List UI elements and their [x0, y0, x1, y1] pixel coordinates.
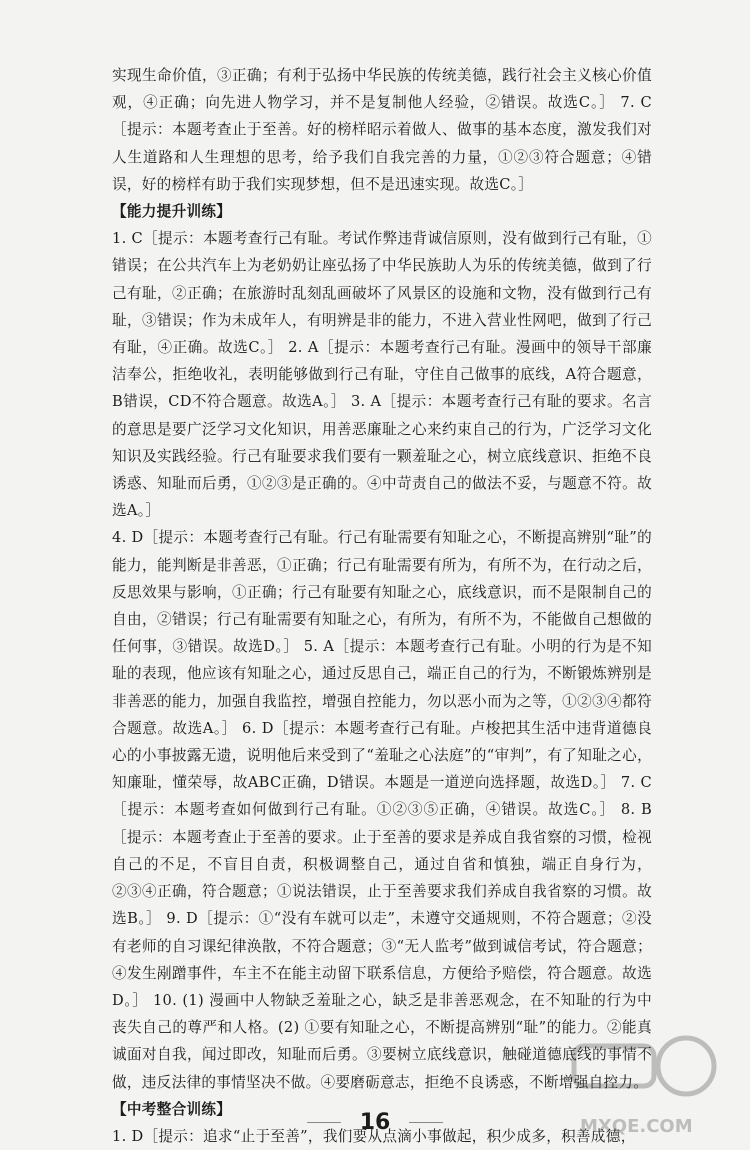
watermark-logo — [566, 1024, 726, 1142]
watermark-text: MXQE.COM — [580, 1116, 693, 1137]
answer-paragraph-exam-1: 1. D［提示：追求“止于至善”，我们要从点滴小事做起，积少成多，积善成德， — [112, 1127, 636, 1145]
footer-rule-left — [307, 1122, 341, 1123]
footer-rule-right — [409, 1122, 443, 1123]
answer-paragraph-ability-2: 4. D［提示：本题考查行己有耻。行己有耻需要有知耻之心，不断提高辨别“耻”的能力，能判断是非善恶，①正确；行己有耻需要有所为，有所不为，在行动之后，反思效果与影响，①正确；行己有耻要有知耻之心，底线意识，而不是限制自己的自由，②错误；行己有耻需要有知耻之心，有所为，有所不为，不能做自己想做的任何事，③错误。故选D。］ 5. A［提示：本题考查行己有耻。小明的行为是不知耻的表现，他应该有知耻之心，通过反思自己，端正自己的行为，不断锻炼辨别是非善恶的能力，加强自我监控，增强自控能力，勿以恶小而为之等，①②③④都符合题意。故选A。］ 6. D［提示：本题考查行己有耻。卢梭把其生活中违背道德良心的小事披露无遗，说明他后来受到了“羞耻之心法庭”的“审判”，有了知耻之心，知廉耻，懂荣辱，故ABC正确，D错误。本题是一道逆向选择题，故选D。］ 7. C［提示：本题考查如何做到行己有耻。①②③⑤正确，④错误。故选C。］ 8. B［提示：本题考查止于至善的要求。止于至善的要求是养成自我省察的习惯，检视自己的不足，不盲目自责，积极调整自己，通过自省和慎独，端正自身行为，②③④正确，符合题意；①说法错误，止于至善要求我们养成自我省察的习惯。故选B。］ 9. D［提示：①“没有车就可以走”，未遵守交通规则，不符合题意；②没有老师的自习课纪律涣散，不符合题意；③“无人监考”做到诚信考试，符合题意；④发生剐蹭事件，车主不在能主动留下联系信息，方便给予赔偿，符合题意。故选D。］ 10. (1) 漫画中人物缺乏羞耻之心，缺乏是非善恶观念，在不知耻的行为中丧失自己的尊严和人格。(2) ①要有知耻之心，不断提高辨别“耻”的能力。②能真诚面对自我，闻过即改，知耻而后勇。③要树立底线意识，触碰道德底线的事情不做，违反法律的事情坚决不做。④要磨砺意志，拒绝不良诱惑，不断增强自控力。 — [112, 529, 652, 1091]
answer-paragraph-top: 实现生命价值，③正确；有利于弘扬中华民族的传统美德，践行社会主义核心价值观，④正确；向先进人物学习，并不是复制他人经验，②错误。故选C。］ 7. C［提示：本题考查止于至善。好的榜样昭示着做人、做事的基本态度，激发我们对人生道路和人生理想的思考，给予我们自我完善的力量，①②③符合题意；④错误，好的榜样有助于我们实现梦想，但不是迅速实现。故选C。］ — [112, 67, 652, 193]
section-title-ability: 【能力提升训练】 — [112, 203, 232, 221]
section-title-exam: 【中考整合训练】 — [112, 1100, 232, 1118]
document-body — [112, 62, 652, 1150]
answer-paragraph-ability-1: 1. C［提示：本题考查行己有耻。考试作弊违背诚信原则，没有做到行己有耻，①错误；在公共汽车上为老奶奶让座弘扬了中华民族助人为乐的传统美德，做到了行己有耻，②正确；在旅游时乱刻乱画破坏了风景区的设施和文物，没有做到行己有耻，③错误；作为未成年人，有明辨是非的能力，不进入营业性网吧，做到了行己有耻，④正确。故选C。］ 2. A［提示：本题考查行己有耻。漫画中的领导干部廉洁奉公，拒绝收礼，表明能够做到行己有耻，守住自己做事的底线，A符合题意，B错误，CD不符合题意。故选A。］ 3. A［提示：本题考查行己有耻的要求。名言的意思是要广泛学习文化知识，用善恶廉耻之心来约束自己的行为，广泛学习文化知识及实践经验。行己有耻要求我们要有一颗羞耻之心，树立底线意识、拒绝不良诱惑、知耻而后勇，①②③是正确的。④中苛责自己的做法不妥，与题意不符。故选A。］ — [112, 230, 652, 520]
page-number: 16 — [359, 1110, 391, 1135]
